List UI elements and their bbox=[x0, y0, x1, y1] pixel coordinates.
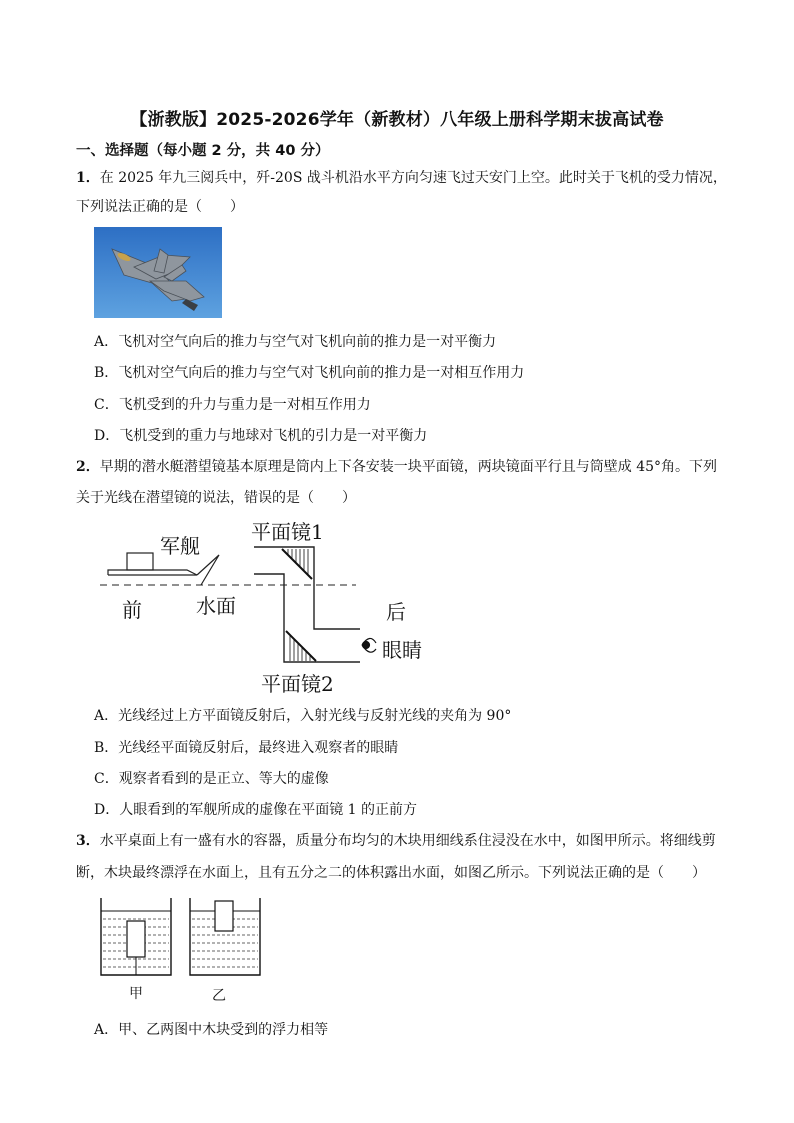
question-3-line-1 bbox=[76, 830, 716, 850]
question-2-line-1 bbox=[76, 456, 717, 476]
container-yi bbox=[190, 898, 260, 975]
mirror-1-shape bbox=[282, 549, 312, 579]
question-text: 水平桌面上有一盛有水的容器，质量分布均匀的木块用细线系住浸没在水中，如图甲所示。将细线剪 bbox=[99, 833, 716, 849]
exam-title: 【浙教版】2025-2026学年（新教材）八年级上册科学期末拔高试卷 bbox=[130, 110, 664, 130]
question-2-line-2: 关于光线在潜望镜的说法，错误的是（ ） bbox=[76, 490, 356, 506]
q2-option-b: B．光线经平面镜反射后，最终进入观察者的眼睛 bbox=[94, 740, 399, 756]
question-text: 早期的潜水艇潜望镜基本原理是筒内上下各安装一块平面镜，两块镜面平行且与筒壁成 45°角。下列 bbox=[99, 459, 718, 475]
eye-icon bbox=[362, 638, 376, 652]
q2-option-a: A．光线经过上方平面镜反射后，入射光线与反射光线的夹角为 90° bbox=[94, 708, 512, 724]
label-yi: 乙 bbox=[212, 988, 226, 1004]
mirror-2-label: 平面镜2 bbox=[261, 672, 334, 696]
q1-option-c: C．飞机受到的升力与重力是一对相互作用力 bbox=[94, 397, 371, 413]
q1-option-a: A．飞机对空气向后的推力与空气对飞机向前的推力是一对平衡力 bbox=[94, 334, 497, 350]
question-number: 3． bbox=[76, 833, 100, 849]
ship-label: 军舰 bbox=[160, 534, 200, 558]
label-jia: 甲 bbox=[129, 986, 143, 1002]
periscope-diagram bbox=[94, 517, 454, 697]
q2-option-c: C．观察者看到的是正立、等大的虚像 bbox=[94, 771, 329, 787]
water-surface-label: 水面 bbox=[196, 594, 236, 618]
wood-block-yi bbox=[215, 901, 233, 931]
question-number: 2． bbox=[76, 459, 100, 475]
mirror-2-shape bbox=[286, 631, 316, 661]
question-text: 在 2025 年九三阅兵中，歼-20S 战斗机沿水平方向匀速飞过天安门上空。此时关于飞机的受力情况， bbox=[99, 170, 727, 186]
back-label: 后 bbox=[386, 600, 406, 624]
q1-option-b: B．飞机对空气向后的推力与空气对飞机向前的推力是一对相互作用力 bbox=[94, 365, 525, 381]
wood-block-jia bbox=[127, 921, 145, 957]
q1-option-d: D．飞机受到的重力与地球对飞机的引力是一对平衡力 bbox=[94, 428, 428, 444]
question-number: 1． bbox=[76, 170, 100, 186]
front-label: 前 bbox=[122, 598, 142, 622]
container-jia bbox=[101, 898, 171, 975]
q2-option-d: D．人眼看到的军舰所成的虚像在平面镜 1 的正前方 bbox=[94, 802, 418, 818]
q3-option-a: A．甲、乙两图中木块受到的浮力相等 bbox=[94, 1022, 329, 1038]
question-1-line-2: 下列说法正确的是（ ） bbox=[76, 199, 244, 215]
section-heading: 一、选择题（每小题 2 分，共 40 分） bbox=[76, 143, 330, 159]
periscope-tube bbox=[254, 547, 360, 662]
question-3-line-2: 断，木块最终漂浮在水面上，且有五分之二的体积露出水面，如图乙所示。下列说法正确的是（ ） bbox=[76, 865, 706, 881]
question-1-line-1 bbox=[76, 167, 727, 187]
jet-fighter-photo bbox=[94, 227, 222, 318]
buoyancy-diagram bbox=[96, 893, 266, 1005]
eye-label: 眼睛 bbox=[382, 638, 422, 662]
mirror-1-label: 平面镜1 bbox=[251, 520, 324, 544]
